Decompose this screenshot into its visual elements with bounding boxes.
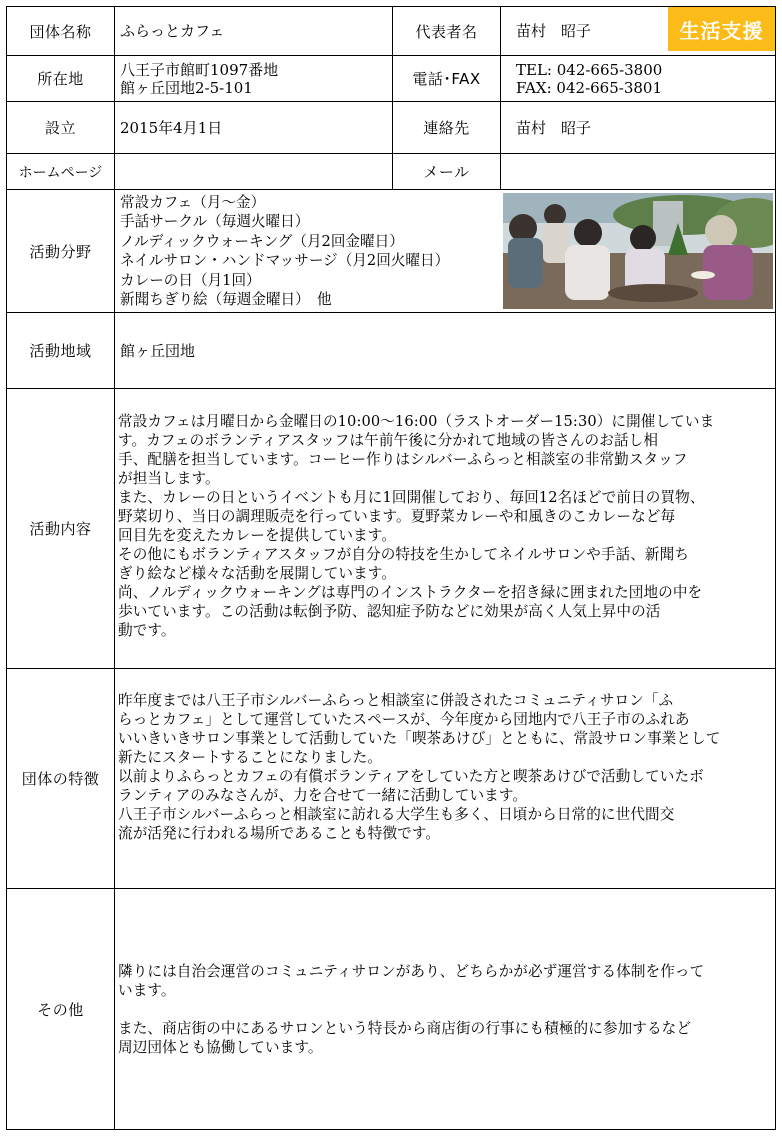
activity-field-item: カレーの日（月1回） — [120, 271, 261, 289]
activity-field-item: 手話サークル（毎週火曜日） — [120, 213, 310, 230]
tel-number: TEL: 042-665-3800 — [516, 60, 663, 79]
activity-field-item: ノルディックウォーキング（月2回金曜日） — [120, 232, 404, 250]
label-activity-area: 活動地域 — [29, 342, 92, 360]
activity-area: 館ヶ丘団地 — [120, 341, 196, 360]
representative-name: 苗村 昭子 — [516, 22, 592, 40]
other-paragraph-1: 隣りには自治会運営のコミュニティサロンがあり、どちらかが必ず運営する体制を作って います。 — [118, 963, 705, 999]
address — [115, 56, 392, 101]
label-address: 所在地 — [37, 70, 84, 88]
label-activity-content: 活動内容 — [29, 520, 92, 538]
label-features: 団体の特徴 — [21, 770, 100, 788]
fax-number: FAX: 042-665-3801 — [516, 78, 663, 97]
label-homepage: ホームページ — [18, 164, 103, 181]
activity-field-item: 常設カフェ（月～金） — [120, 193, 266, 211]
label-other: その他 — [37, 1000, 84, 1019]
mail-value — [501, 154, 771, 189]
label-organization-name: 団体名称 — [29, 22, 92, 41]
cafe-photo-illustration — [503, 193, 773, 309]
activity-content-text: 常設カフェは月曜日から金曜日の10:00～16:00（ラストオーダー15:30）に開催していま す。カフェのボランティアスタッフは午前午後に分かれて地域の皆さんのお話し相 手、配膳を担当しています。コーヒー作りはシルバーふらっと相談室の非常勤スタッフ が担当します。 また、カレーの日というイベントも月に1回開催しており、毎回12名ほどで前日の買物、 野菜切り、当日の調理販売を行っています。夏野菜カレーや和風きのこカレーなど毎 回目先を変えたカレーを提供しています。 その他にもボランティアスタッフが自分の特技を生かしてネイルサロンや手話、新聞ち ぎり絵など様々な活動を展開しています。 尚、ノルディックウォーキングは専門のインストラクターを招き緑に囲まれた団地の中を 歩いています。この活動は転倒予防、認知症予防などに効果が高く人気上昇中の活 動です。 — [118, 413, 715, 639]
label-mail: メール — [423, 163, 470, 181]
address-line1: 八王子市館町1097番地 — [120, 60, 279, 79]
label-phone-fax: 電話･FAX — [412, 70, 481, 88]
category-badge: 生活支援 — [668, 7, 775, 51]
label-activity-field: 活動分野 — [29, 242, 92, 261]
contact-name: 苗村 昭子 — [516, 118, 592, 137]
activity-field-item: ネイルサロン・ハンドマッサージ（月2回火曜日） — [120, 252, 450, 269]
label-contact: 連絡先 — [423, 119, 470, 137]
activity-field-item: 新聞ちぎり絵（毎週金曜日） 他 — [120, 291, 332, 308]
address-line2: 館ヶ丘団地2-5-101 — [120, 78, 253, 97]
established-date: 2015年4月1日 — [120, 118, 223, 137]
activity-field-list — [115, 190, 500, 312]
other-paragraph-2: また、商店街の中にあるサロンという特長から商店街の行事にも積極的に参加するなど 周辺団体とも協働しています。 — [118, 1020, 692, 1056]
label-established: 設立 — [44, 119, 76, 137]
phone-fax — [511, 56, 771, 101]
features-text: 昨年度までは八王子市シルバーふらっと相談室に併設されたコミュニティサロン「ふ らっとカフェ」として運営していたスペースが、今年度から団地内で八王子市のふれあ いいきいきサロン事業として活動していた「喫茶あけび」とともに、常設サロン事業として 新たにスタートすることになりました。 以前よりふらっとカフェの有償ボランティアをしていた方と喫茶あけびで活動していたボ ランティアのみなさんが、力を合せて一緒に活動しています。 八王子市シルバーふらっと相談室に訪れる大学生も多く、日頃から日常的に世代間交 流が活発に行われる場所であることも特徴です。 — [118, 692, 721, 842]
label-representative: 代表者名 — [415, 22, 478, 41]
homepage-value — [115, 154, 392, 189]
organization-name: ふらっとカフェ — [120, 22, 225, 40]
activity-photo — [503, 193, 773, 309]
